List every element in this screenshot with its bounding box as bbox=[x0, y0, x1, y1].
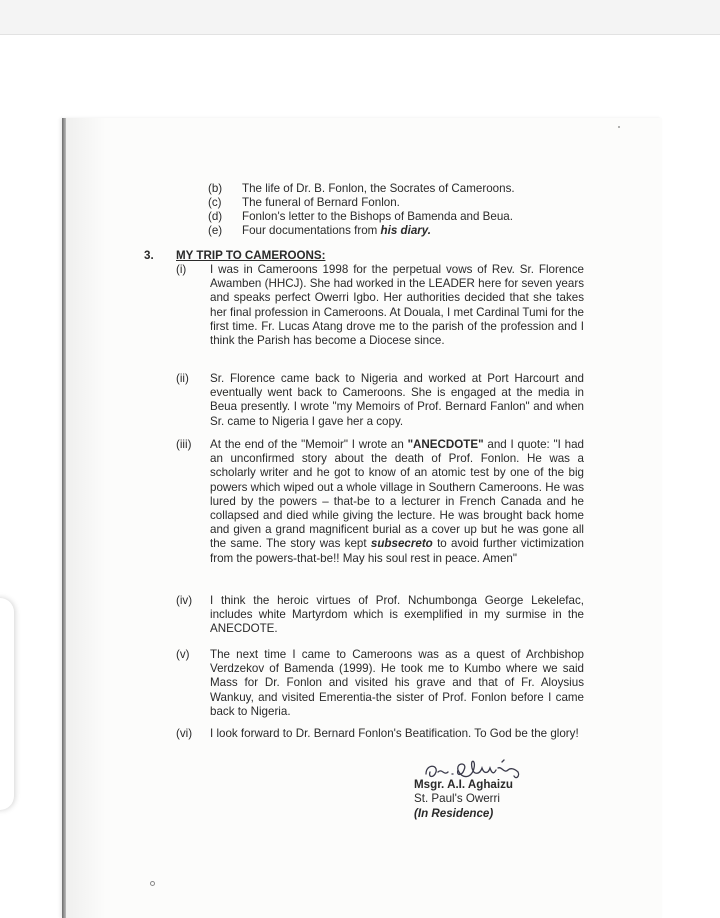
list-text: The life of Dr. B. Fonlon, the Socrates of Cameroons. bbox=[242, 182, 515, 195]
side-panel-tab[interactable] bbox=[0, 598, 14, 810]
text-run-emphasis: subsecreto bbox=[370, 537, 433, 551]
list-item bbox=[208, 210, 588, 225]
list-text-emphasis: his diary. bbox=[380, 224, 432, 237]
paragraph-label: (iii) bbox=[176, 438, 192, 451]
section-title: MY TRIP TO CAMEROONS: bbox=[176, 249, 326, 262]
list-text: Fonlon's letter to the Bishops of Bamenda and Beua. bbox=[242, 210, 513, 223]
text-run: and I quote: "I had an unconfirmed story about the death of Prof. Fonlon. He was a scholarly writer and he got to know of an atomic test by one of the big powers which wiped out a whole village in Southern Cameroons. He was lured by the powers – that-be to a lecturer in French Canada and he collapsed and died while giving the lecture. He was brought back home and given a grand magnificent burial as a cover up but he was gone all the same. The story was kept bbox=[210, 438, 584, 551]
paragraph-text: I was in Cameroons 1998 for the perpetual vows of Rev. Sr. Florence Awamben (HHCJ). She had worked in the LEADER here for seven years and speaks perfect Owerri Igbo. Her authorities decided that she takes her final profession in Cameroons. At Douala, I met Cardinal Tumi for the first time. Fr. Lucas Atang drove me to the parish of the profession and I think the Parish has become a Diocese since. bbox=[210, 263, 584, 348]
paragraph-text: I think the heroic virtues of Prof. Nchumbonga George Lekelefac, includes white Martyrdom which is exemplified in my surmise in the ANECDOTE. bbox=[210, 594, 584, 636]
paragraph-text: The next time I came to Cameroons was as a quest of Archbishop Verdzekov of Bamenda (1999). He took me to Kumbo where we said Mass for Dr. Fonlon and visited his grave and that of Fr. Aloysius Wankuy, and visited Emerentia-the sister of Prof. Fonlon before I came back to Nigeria. bbox=[210, 648, 584, 718]
signature-block bbox=[414, 778, 513, 821]
list-item bbox=[208, 224, 588, 239]
text-run: to avoid further victimization from the powers-that-be!! May his soul rest in peace. Amen" bbox=[210, 537, 584, 565]
signatory-name: Msgr. A.I. Aghaizu bbox=[414, 778, 513, 791]
text-run-bold: "ANECDOTE" bbox=[407, 438, 484, 451]
paragraph-label: (iv) bbox=[176, 594, 193, 607]
paragraph bbox=[62, 727, 662, 759]
text-run: At the end of the "Memoir" I wrote an bbox=[210, 438, 408, 451]
section-number: 3. bbox=[144, 249, 154, 262]
paragraph-text bbox=[210, 438, 584, 566]
paragraph bbox=[62, 263, 662, 363]
list-label: (d) bbox=[208, 210, 223, 223]
paragraph-label: (i) bbox=[176, 263, 187, 276]
list-item bbox=[208, 182, 588, 197]
scan-speck bbox=[618, 126, 620, 128]
paragraph-text: I look forward to Dr. Bernard Fonlon's Beatification. To God be the glory! bbox=[210, 727, 579, 740]
paragraph-text: Sr. Florence came back to Nigeria and worked at Port Harcourt and eventually went back to Cameroons. She is engaged at the media in Beua presently. I wrote "my Memoirs of Prof. Bernard Fanlon" and when Sr. came to Nigeria I gave her a copy. bbox=[210, 372, 584, 428]
list-item bbox=[208, 196, 588, 211]
list-label: (b) bbox=[208, 182, 223, 195]
document-page bbox=[62, 118, 662, 918]
viewer-top-bar bbox=[0, 0, 720, 35]
scan-speck bbox=[150, 881, 155, 886]
paragraph bbox=[62, 372, 662, 432]
paragraph bbox=[62, 648, 662, 720]
paragraph-label: (ii) bbox=[176, 372, 189, 385]
paragraph bbox=[62, 438, 662, 588]
paragraph-label: (vi) bbox=[176, 727, 193, 740]
paragraph bbox=[62, 594, 662, 640]
signatory-parish: St. Paul's Owerri bbox=[414, 792, 500, 806]
list-text: The funeral of Bernard Fonlon. bbox=[242, 196, 400, 209]
paragraph-label: (v) bbox=[176, 648, 190, 661]
list-label: (c) bbox=[208, 196, 222, 209]
signatory-status: (In Residence) bbox=[414, 806, 494, 820]
list-text-plain: Four documentations from bbox=[242, 224, 381, 237]
list-label: (e) bbox=[208, 224, 223, 237]
document-body bbox=[62, 118, 662, 918]
list-text bbox=[242, 224, 431, 238]
